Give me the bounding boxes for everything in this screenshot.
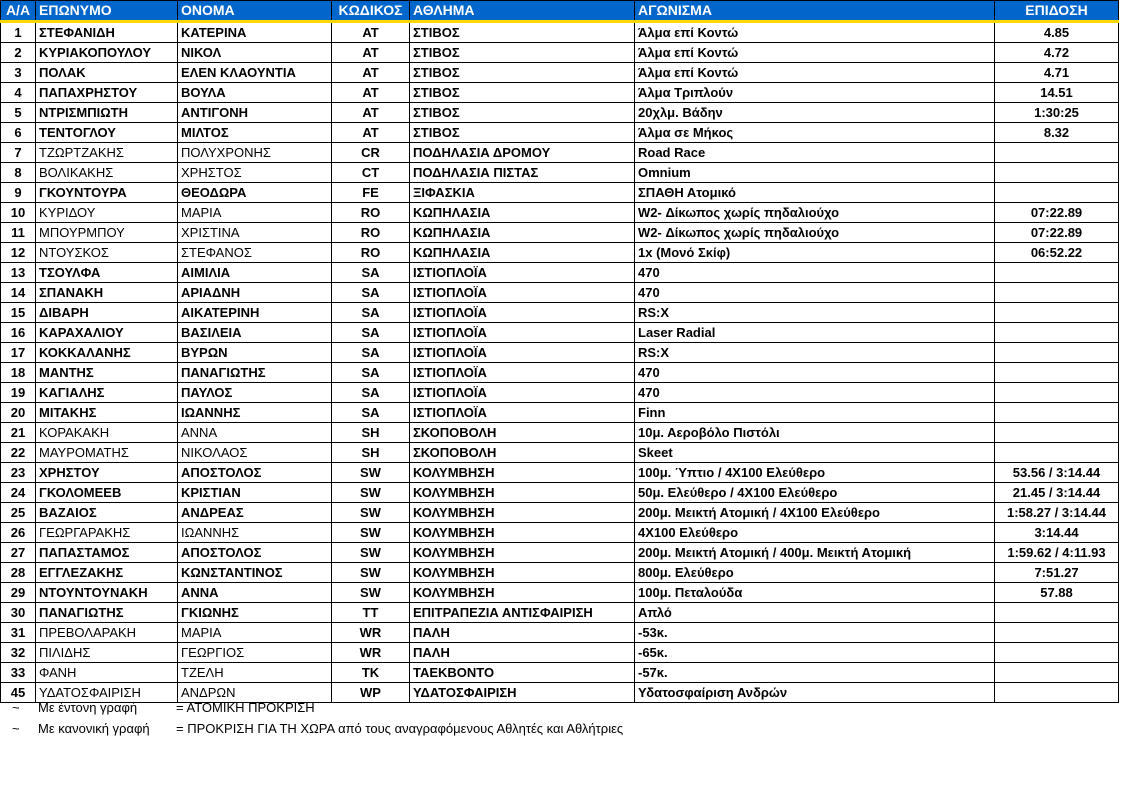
- table-row: [1, 443, 1119, 463]
- cell-code: SW: [332, 543, 410, 563]
- cell-event: Finn: [635, 403, 995, 423]
- cell-performance: [995, 663, 1119, 683]
- cell-surname: ΚΑΡΑΧΑΛΙΟΥ: [36, 323, 178, 343]
- cell-surname: ΤΖΩΡΤΖΑΚΗΣ: [36, 143, 178, 163]
- cell-event: Άλμα σε Μήκος: [635, 123, 995, 143]
- cell-code: WR: [332, 623, 410, 643]
- cell-sport: ΣΚΟΠΟΒΟΛΗ: [410, 443, 635, 463]
- cell-aa: 10: [1, 203, 36, 223]
- table-row: [1, 423, 1119, 443]
- cell-name: ΓΕΩΡΓΙΟΣ: [178, 643, 332, 663]
- cell-surname: ΒΑΖΑΙΟΣ: [36, 503, 178, 523]
- cell-code: SA: [332, 343, 410, 363]
- cell-aa: 30: [1, 603, 36, 623]
- cell-performance: [995, 443, 1119, 463]
- cell-surname: ΔΙΒΑΡΗ: [36, 303, 178, 323]
- cell-sport: ΤΑΕΚΒΟΝΤΟ: [410, 663, 635, 683]
- cell-code: SA: [332, 283, 410, 303]
- table-body: [1, 22, 1119, 703]
- cell-code: AT: [332, 63, 410, 83]
- cell-performance: 06:52.22: [995, 243, 1119, 263]
- cell-code: FE: [332, 183, 410, 203]
- cell-event: Υδατοσφαίριση Ανδρών: [635, 683, 995, 703]
- cell-aa: 26: [1, 523, 36, 543]
- cell-sport: ΙΣΤΙΟΠΛΟΪΑ: [410, 303, 635, 323]
- cell-surname: ΓΚΟΥΝΤΟΥΡΑ: [36, 183, 178, 203]
- cell-performance: [995, 143, 1119, 163]
- cell-name: ΚΩΝΣΤΑΝΤΙΝΟΣ: [178, 563, 332, 583]
- cell-name: ΘΕΟΔΩΡΑ: [178, 183, 332, 203]
- cell-surname: ΧΡΗΣΤΟΥ: [36, 463, 178, 483]
- cell-event: 100μ. Πεταλούδα: [635, 583, 995, 603]
- cell-performance: 53.56 / 3:14.44: [995, 463, 1119, 483]
- legend-tilde: ~: [12, 721, 20, 737]
- cell-name: ΒΑΣΙΛΕΙΑ: [178, 323, 332, 343]
- table-row: [1, 63, 1119, 83]
- cell-name: ΜΑΡΙΑ: [178, 623, 332, 643]
- cell-performance: [995, 423, 1119, 443]
- legend-tilde: ~: [12, 700, 20, 716]
- cell-code: TT: [332, 603, 410, 623]
- cell-performance: 07:22.89: [995, 223, 1119, 243]
- cell-sport: ΚΩΠΗΛΑΣΙΑ: [410, 223, 635, 243]
- table-row: [1, 243, 1119, 263]
- cell-sport: ΠΟΔΗΛΑΣΙΑ ΠΙΣΤΑΣ: [410, 163, 635, 183]
- header-name: ΟΝΟΜΑ: [178, 1, 332, 22]
- cell-performance: [995, 383, 1119, 403]
- cell-aa: 22: [1, 443, 36, 463]
- table-row: [1, 323, 1119, 343]
- cell-aa: 18: [1, 363, 36, 383]
- cell-sport: ΙΣΤΙΟΠΛΟΪΑ: [410, 403, 635, 423]
- cell-name: ΧΡΗΣΤΟΣ: [178, 163, 332, 183]
- cell-name: ΠΟΛΥΧΡΟΝΗΣ: [178, 143, 332, 163]
- legend-row: [0, 698, 1118, 718]
- header-performance: ΕΠΙΔΟΣΗ: [995, 1, 1119, 22]
- cell-name: ΜΙΛΤΟΣ: [178, 123, 332, 143]
- cell-surname: ΚΟΚΚΑΛΑΝΗΣ: [36, 343, 178, 363]
- cell-event: 1x (Μονό Σκίφ): [635, 243, 995, 263]
- cell-event: 470: [635, 263, 995, 283]
- cell-aa: 5: [1, 103, 36, 123]
- cell-surname: ΠΟΛΑΚ: [36, 63, 178, 83]
- cell-performance: [995, 303, 1119, 323]
- cell-aa: 12: [1, 243, 36, 263]
- cell-performance: 07:22.89: [995, 203, 1119, 223]
- cell-event: 20χλμ. Βάδην: [635, 103, 995, 123]
- cell-surname: ΤΕΝΤΟΓΛΟΥ: [36, 123, 178, 143]
- cell-code: RO: [332, 243, 410, 263]
- cell-sport: ΣΤΙΒΟΣ: [410, 103, 635, 123]
- legend-label: Με έντονη γραφή: [38, 700, 138, 716]
- table-row: [1, 523, 1119, 543]
- legend-label: Με κανονική γραφή: [38, 721, 150, 737]
- cell-name: ΝΙΚΟΛ: [178, 43, 332, 63]
- cell-performance: [995, 283, 1119, 303]
- cell-surname: ΝΤΡΙΣΜΠΙΩΤΗ: [36, 103, 178, 123]
- cell-performance: 1:59.62 / 4:11.93: [995, 543, 1119, 563]
- cell-code: SW: [332, 503, 410, 523]
- cell-sport: ΚΟΛΥΜΒΗΣΗ: [410, 563, 635, 583]
- cell-performance: [995, 643, 1119, 663]
- table-row: [1, 463, 1119, 483]
- cell-name: ΑΙΚΑΤΕΡΙΝΗ: [178, 303, 332, 323]
- cell-surname: ΠΑΠΑΧΡΗΣΤΟΥ: [36, 83, 178, 103]
- cell-sport: ΣΤΙΒΟΣ: [410, 123, 635, 143]
- table-row: [1, 383, 1119, 403]
- table-row: [1, 563, 1119, 583]
- cell-event: Άλμα επί Κοντώ: [635, 63, 995, 83]
- table-row: [1, 203, 1119, 223]
- cell-event: 200μ. Μεικτή Ατομική / 4Χ100 Ελεύθερο: [635, 503, 995, 523]
- cell-event: ΣΠΑΘΗ Ατομικό: [635, 183, 995, 203]
- cell-sport: ΚΟΛΥΜΒΗΣΗ: [410, 523, 635, 543]
- cell-sport: ΚΟΛΥΜΒΗΣΗ: [410, 463, 635, 483]
- cell-performance: [995, 163, 1119, 183]
- cell-name: ΠΑΥΛΟΣ: [178, 383, 332, 403]
- cell-performance: 4.72: [995, 43, 1119, 63]
- cell-sport: ΣΤΙΒΟΣ: [410, 63, 635, 83]
- cell-aa: 14: [1, 283, 36, 303]
- cell-sport: ΙΣΤΙΟΠΛΟΪΑ: [410, 323, 635, 343]
- cell-name: ΑΡΙΑΔΝΗ: [178, 283, 332, 303]
- cell-name: ΓΚΙΩΝΗΣ: [178, 603, 332, 623]
- cell-aa: 13: [1, 263, 36, 283]
- table-row: [1, 22, 1119, 43]
- table-row: [1, 43, 1119, 63]
- cell-name: ΙΩΑΝΝΗΣ: [178, 403, 332, 423]
- cell-name: ΚΑΤΕΡΙΝΑ: [178, 22, 332, 43]
- cell-event: Άλμα επί Κοντώ: [635, 43, 995, 63]
- cell-name: ΑΙΜΙΛΙΑ: [178, 263, 332, 283]
- cell-name: ΑΝΝΑ: [178, 423, 332, 443]
- table-row: [1, 103, 1119, 123]
- cell-event: Skeet: [635, 443, 995, 463]
- cell-performance: 21.45 / 3:14.44: [995, 483, 1119, 503]
- cell-sport: ΕΠΙΤΡΑΠΕΖΙΑ ΑΝΤΙΣΦΑΙΡΙΣΗ: [410, 603, 635, 623]
- cell-surname: ΝΤΟΥΝΤΟΥΝΑΚΗ: [36, 583, 178, 603]
- cell-performance: [995, 263, 1119, 283]
- cell-event: W2- Δίκωπος χωρίς πηδαλιούχο: [635, 223, 995, 243]
- cell-event: RS:X: [635, 343, 995, 363]
- cell-code: SH: [332, 443, 410, 463]
- cell-surname: ΣΠΑΝΑΚΗ: [36, 283, 178, 303]
- cell-surname: ΒΟΛΙΚΑΚΗΣ: [36, 163, 178, 183]
- cell-code: SW: [332, 523, 410, 543]
- table-row: [1, 603, 1119, 623]
- cell-aa: 29: [1, 583, 36, 603]
- cell-event: 200μ. Μεικτή Ατομική / 400μ. Μεικτή Ατομική: [635, 543, 995, 563]
- cell-performance: [995, 183, 1119, 203]
- cell-surname: ΠΙΛΙΔΗΣ: [36, 643, 178, 663]
- cell-code: AT: [332, 83, 410, 103]
- cell-event: Απλό: [635, 603, 995, 623]
- cell-sport: ΚΟΛΥΜΒΗΣΗ: [410, 543, 635, 563]
- cell-sport: ΙΣΤΙΟΠΛΟΪΑ: [410, 263, 635, 283]
- cell-name: ΜΑΡΙΑ: [178, 203, 332, 223]
- cell-surname: ΠΡΕΒΟΛΑΡΑΚΗ: [36, 623, 178, 643]
- cell-aa: 17: [1, 343, 36, 363]
- cell-sport: ΣΤΙΒΟΣ: [410, 22, 635, 43]
- cell-code: SW: [332, 583, 410, 603]
- cell-aa: 4: [1, 83, 36, 103]
- table-row: [1, 503, 1119, 523]
- cell-event: 470: [635, 383, 995, 403]
- cell-name: ΧΡΙΣΤΙΝΑ: [178, 223, 332, 243]
- cell-aa: 6: [1, 123, 36, 143]
- cell-sport: ΣΤΙΒΟΣ: [410, 83, 635, 103]
- cell-event: W2- Δίκωπος χωρίς πηδαλιούχο: [635, 203, 995, 223]
- table-row: [1, 663, 1119, 683]
- table-row: [1, 643, 1119, 663]
- cell-performance: 57.88: [995, 583, 1119, 603]
- cell-performance: 1:58.27 / 3:14.44: [995, 503, 1119, 523]
- cell-name: ΑΠΟΣΤΟΛΟΣ: [178, 543, 332, 563]
- header-code: ΚΩΔΙΚΟΣ: [332, 1, 410, 22]
- cell-surname: ΦΑΝΗ: [36, 663, 178, 683]
- cell-surname: ΠΑΠΑΣΤΑΜΟΣ: [36, 543, 178, 563]
- cell-event: Road Race: [635, 143, 995, 163]
- cell-name: ΑΝΔΡΩΝ: [178, 683, 332, 703]
- cell-sport: ΠΟΔΗΛΑΣΙΑ ΔΡΟΜΟΥ: [410, 143, 635, 163]
- cell-performance: [995, 343, 1119, 363]
- table-row: [1, 303, 1119, 323]
- cell-event: RS:X: [635, 303, 995, 323]
- cell-code: SW: [332, 463, 410, 483]
- cell-code: SA: [332, 363, 410, 383]
- cell-code: SA: [332, 323, 410, 343]
- cell-aa: 3: [1, 63, 36, 83]
- cell-code: RO: [332, 223, 410, 243]
- cell-name: ΑΠΟΣΤΟΛΟΣ: [178, 463, 332, 483]
- cell-sport: ΙΣΤΙΟΠΛΟΪΑ: [410, 343, 635, 363]
- table-row: [1, 283, 1119, 303]
- cell-sport: ΙΣΤΙΟΠΛΟΪΑ: [410, 383, 635, 403]
- header-sport: ΑΘΛΗΜΑ: [410, 1, 635, 22]
- cell-aa: 31: [1, 623, 36, 643]
- cell-event: 470: [635, 283, 995, 303]
- cell-name: ΠΑΝΑΓΙΩΤΗΣ: [178, 363, 332, 383]
- cell-sport: ΣΤΙΒΟΣ: [410, 43, 635, 63]
- cell-code: SA: [332, 303, 410, 323]
- table-row: [1, 623, 1119, 643]
- cell-surname: ΝΤΟΥΣΚΟΣ: [36, 243, 178, 263]
- cell-code: CR: [332, 143, 410, 163]
- cell-event: -65κ.: [635, 643, 995, 663]
- cell-surname: ΥΔΑΤΟΣΦΑΙΡΙΣΗ: [36, 683, 178, 703]
- cell-aa: 45: [1, 683, 36, 703]
- cell-sport: ΚΟΛΥΜΒΗΣΗ: [410, 583, 635, 603]
- cell-surname: ΚΥΡΙΔΟΥ: [36, 203, 178, 223]
- cell-performance: [995, 323, 1119, 343]
- table-row: [1, 363, 1119, 383]
- cell-aa: 1: [1, 22, 36, 43]
- cell-aa: 15: [1, 303, 36, 323]
- cell-sport: ΙΣΤΙΟΠΛΟΪΑ: [410, 363, 635, 383]
- cell-name: ΕΛΕΝ ΚΛΑΟΥΝΤΙΑ: [178, 63, 332, 83]
- cell-surname: ΚΟΡΑΚΑΚΗ: [36, 423, 178, 443]
- cell-performance: [995, 363, 1119, 383]
- cell-aa: 21: [1, 423, 36, 443]
- table-row: [1, 183, 1119, 203]
- cell-surname: ΜΠΟΥΡΜΠΟΥ: [36, 223, 178, 243]
- cell-code: WP: [332, 683, 410, 703]
- cell-code: SH: [332, 423, 410, 443]
- cell-event: 10μ. Αεροβόλο Πιστόλι: [635, 423, 995, 443]
- header-aa: Α/Α: [1, 1, 36, 22]
- cell-event: Laser Radial: [635, 323, 995, 343]
- cell-code: AT: [332, 43, 410, 63]
- cell-surname: ΕΓΓΛΕΖΑΚΗΣ: [36, 563, 178, 583]
- cell-name: ΑΝΤΙΓΟΝΗ: [178, 103, 332, 123]
- legend-meaning: = ΑΤΟΜΙΚΗ ΠΡΟΚΡΙΣΗ: [176, 700, 315, 716]
- cell-event: -53κ.: [635, 623, 995, 643]
- cell-sport: ΙΣΤΙΟΠΛΟΪΑ: [410, 283, 635, 303]
- cell-aa: 16: [1, 323, 36, 343]
- cell-aa: 7: [1, 143, 36, 163]
- cell-surname: ΠΑΝΑΓΙΩΤΗΣ: [36, 603, 178, 623]
- cell-performance: 4.71: [995, 63, 1119, 83]
- cell-performance: [995, 603, 1119, 623]
- table-row: [1, 143, 1119, 163]
- cell-sport: ΣΚΟΠΟΒΟΛΗ: [410, 423, 635, 443]
- cell-code: SA: [332, 263, 410, 283]
- cell-event: 4Χ100 Ελεύθερο: [635, 523, 995, 543]
- cell-aa: 24: [1, 483, 36, 503]
- cell-performance: 4.85: [995, 22, 1119, 43]
- cell-performance: [995, 623, 1119, 643]
- cell-name: ΝΙΚΟΛΑΟΣ: [178, 443, 332, 463]
- cell-event: Άλμα επί Κοντώ: [635, 22, 995, 43]
- table-row: [1, 123, 1119, 143]
- cell-performance: 7:51.27: [995, 563, 1119, 583]
- cell-sport: ΚΟΛΥΜΒΗΣΗ: [410, 503, 635, 523]
- cell-aa: 9: [1, 183, 36, 203]
- cell-code: SW: [332, 563, 410, 583]
- cell-aa: 8: [1, 163, 36, 183]
- table-row: [1, 83, 1119, 103]
- cell-sport: ΞΙΦΑΣΚΙΑ: [410, 183, 635, 203]
- cell-aa: 20: [1, 403, 36, 423]
- table-row: [1, 483, 1119, 503]
- legend-meaning: = ΠΡΟΚΡΙΣΗ ΓΙΑ ΤΗ ΧΩΡΑ από τους αναγραφόμενους Αθλητές και Αθλήτριες: [176, 721, 624, 737]
- cell-performance: 3:14.44: [995, 523, 1119, 543]
- cell-code: AT: [332, 123, 410, 143]
- cell-name: ΒΥΡΩΝ: [178, 343, 332, 363]
- cell-performance: [995, 403, 1119, 423]
- cell-sport: ΚΟΛΥΜΒΗΣΗ: [410, 483, 635, 503]
- table-row: [1, 403, 1119, 423]
- cell-code: TK: [332, 663, 410, 683]
- cell-performance: 1:30:25: [995, 103, 1119, 123]
- cell-event: 100μ. Ύπτιο / 4Χ100 Ελεύθερο: [635, 463, 995, 483]
- cell-name: ΑΝΔΡΕΑΣ: [178, 503, 332, 523]
- cell-surname: ΣΤΕΦΑΝΙΔΗ: [36, 22, 178, 43]
- cell-name: ΚΡΙΣΤΙΑΝ: [178, 483, 332, 503]
- header-surname: ΕΠΩΝΥΜΟ: [36, 1, 178, 22]
- cell-name: ΙΩΑΝΝΗΣ: [178, 523, 332, 543]
- legend-row: [0, 719, 1118, 739]
- cell-aa: 19: [1, 383, 36, 403]
- cell-sport: ΠΑΛΗ: [410, 623, 635, 643]
- header-row: [1, 1, 1119, 22]
- cell-code: SA: [332, 383, 410, 403]
- cell-code: SA: [332, 403, 410, 423]
- cell-event: Omnium: [635, 163, 995, 183]
- cell-surname: ΤΣΟΥΛΦΑ: [36, 263, 178, 283]
- cell-performance: 8.32: [995, 123, 1119, 143]
- cell-event: -57κ.: [635, 663, 995, 683]
- cell-name: ΑΝΝΑ: [178, 583, 332, 603]
- cell-aa: 25: [1, 503, 36, 523]
- header-event: ΑΓΩΝΙΣΜΑ: [635, 1, 995, 22]
- cell-name: ΤΖΕΛΗ: [178, 663, 332, 683]
- cell-surname: ΓΚΟΛΟΜΕΕΒ: [36, 483, 178, 503]
- cell-aa: 2: [1, 43, 36, 63]
- cell-code: RO: [332, 203, 410, 223]
- cell-code: AT: [332, 22, 410, 43]
- cell-surname: ΓΕΩΡΓΑΡΑΚΗΣ: [36, 523, 178, 543]
- cell-surname: ΜΑΥΡΟΜΑΤΗΣ: [36, 443, 178, 463]
- cell-code: CT: [332, 163, 410, 183]
- cell-surname: ΚΥΡΙΑΚΟΠΟΥΛΟΥ: [36, 43, 178, 63]
- cell-surname: ΚΑΓΙΑΛΗΣ: [36, 383, 178, 403]
- cell-aa: 11: [1, 223, 36, 243]
- cell-aa: 33: [1, 663, 36, 683]
- cell-aa: 28: [1, 563, 36, 583]
- table-row: [1, 263, 1119, 283]
- table-row: [1, 163, 1119, 183]
- cell-event: 50μ. Ελεύθερο / 4Χ100 Ελεύθερο: [635, 483, 995, 503]
- cell-event: 470: [635, 363, 995, 383]
- cell-aa: 27: [1, 543, 36, 563]
- cell-event: Άλμα Τριπλούν: [635, 83, 995, 103]
- cell-sport: ΠΑΛΗ: [410, 643, 635, 663]
- cell-name: ΒΟΥΛΑ: [178, 83, 332, 103]
- table-row: [1, 543, 1119, 563]
- cell-sport: ΥΔΑΤΟΣΦΑΙΡΙΣΗ: [410, 683, 635, 703]
- cell-surname: ΜΑΝΤΗΣ: [36, 363, 178, 383]
- table-row: [1, 223, 1119, 243]
- cell-surname: ΜΙΤΑΚΗΣ: [36, 403, 178, 423]
- cell-event: 800μ. Ελεύθερο: [635, 563, 995, 583]
- cell-sport: ΚΩΠΗΛΑΣΙΑ: [410, 243, 635, 263]
- cell-performance: 14.51: [995, 83, 1119, 103]
- cell-code: WR: [332, 643, 410, 663]
- cell-aa: 32: [1, 643, 36, 663]
- table-row: [1, 583, 1119, 603]
- cell-aa: 23: [1, 463, 36, 483]
- cell-code: SW: [332, 483, 410, 503]
- cell-code: AT: [332, 103, 410, 123]
- table-row: [1, 343, 1119, 363]
- cell-sport: ΚΩΠΗΛΑΣΙΑ: [410, 203, 635, 223]
- cell-name: ΣΤΕΦΑΝΟΣ: [178, 243, 332, 263]
